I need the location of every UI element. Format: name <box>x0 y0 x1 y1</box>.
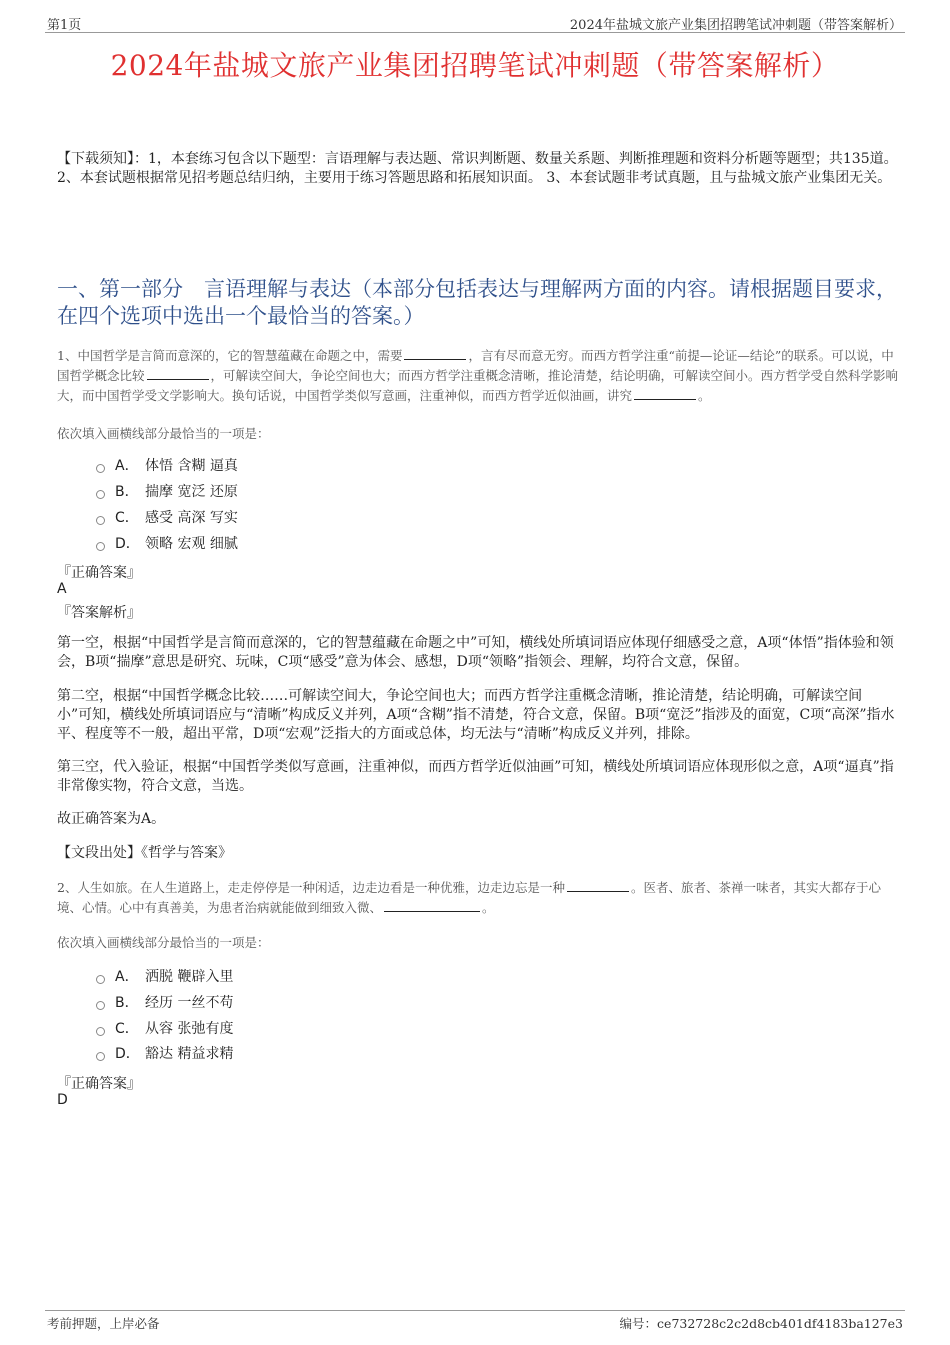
q1-analysis-paragraph: 第一空，根据“中国哲学是言简而意深的，它的智慧蕴藏在命题之中”可知，横线处所填词语应体现仔细感受之意，A项“体悟”指体验和领会，B项“揣摩”意思是研究、玩味，C项“感受”意为体会、感想，D项“领略”指领会、理解，均符合文意，保留。 <box>57 635 894 670</box>
blank-1 <box>404 347 466 360</box>
q1-option-b[interactable]: B． 揣摩 宽泛 还原 <box>96 481 238 501</box>
radio-icon[interactable] <box>96 1027 105 1036</box>
section-title: 一、第一部分 言语理解与表达（本部分包括表达与理解两方面的内容。请根据题目要求，在四个选项中选出一个最恰当的答案。） <box>57 277 897 328</box>
footer-divider <box>45 1310 905 1311</box>
blank-2 <box>384 899 480 912</box>
q2-option-b[interactable]: B． 经历 一丝不苟 <box>96 992 233 1012</box>
q2-option-a[interactable]: A． 洒脱 鞭辟入里 <box>96 966 233 986</box>
radio-icon[interactable] <box>96 464 105 473</box>
q1-answer: A <box>57 581 67 597</box>
q2-option-d[interactable]: D． 豁达 精益求精 <box>96 1043 233 1063</box>
q1-analysis-paragraph: 第二空，根据“中国哲学概念比较……可解读空间大，争论空间也大；而西方哲学注重概念清晰，推论清楚，结论明确，可解读空间小”可知，横线处所填词语应与“清晰”构成反义并列，A项“含糊”指不清楚，符合文意，保留。B项“宽泛”指涉及的面宽，C项“高深”指水平、程度等不一般，超出平常，D项“宏观”泛指大的方面或总体，均无法与“清晰”构成反义并列，排除。 <box>57 688 895 742</box>
q1-source: 【文段出处】《哲学与答案》 <box>57 845 232 861</box>
radio-icon[interactable] <box>96 516 105 525</box>
blank-3 <box>634 387 696 400</box>
radio-icon[interactable] <box>96 542 105 551</box>
header-doc-title: 2024年盐城文旅产业集团招聘笔试冲刺题（带答案解析） <box>569 18 902 33</box>
q1-option-a[interactable]: A． 体悟 含糊 逼真 <box>96 455 238 475</box>
q2-answer-label: 『正确答案』 <box>57 1076 141 1092</box>
q1-analysis-conclusion: 故正确答案为A。 <box>57 811 166 827</box>
footer-slogan: 考前押题，上岸必备 <box>47 1316 160 1331</box>
radio-icon[interactable] <box>96 490 105 499</box>
q1-analysis-label: 『答案解析』 <box>57 605 141 621</box>
question-1-prompt: 依次填入画横线部分最恰当的一项是： <box>57 426 270 441</box>
q2-answer: D <box>57 1092 68 1108</box>
q2-option-c[interactable]: C． 从容 张弛有度 <box>96 1018 233 1038</box>
radio-icon[interactable] <box>96 975 105 984</box>
radio-icon[interactable] <box>96 1052 105 1061</box>
page-number: 第1页 <box>47 18 82 33</box>
page-title: 2024年盐城文旅产业集团招聘笔试冲刺题（带答案解析） <box>110 49 840 82</box>
question-2-prompt: 依次填入画横线部分最恰当的一项是： <box>57 935 270 950</box>
blank-2 <box>147 367 209 380</box>
q1-analysis-paragraph: 第三空，代入验证，根据“中国哲学类似写意画，注重神似，而西方哲学近似油画”可知，横线处所填词语应体现形似之意，A项“逼真”指非常像实物，符合文意，当选。 <box>57 759 894 794</box>
q1-option-c[interactable]: C． 感受 高深 写实 <box>96 507 238 527</box>
q1-option-d[interactable]: D． 领略 宏观 细腻 <box>96 533 238 553</box>
q1-answer-label: 『正确答案』 <box>57 565 141 581</box>
footer-serial: 编号：ce732728c2c2d8cb401df4183ba127e3 <box>619 1316 903 1331</box>
question-1-text: 1、中国哲学是言简而意深的，它的智慧蕴藏在命题之中，需要 ，言有尽而意无穷。而西方哲学注重“前提—论证—结论”的联系。可以说，中国哲学概念比较 ，可解读空间大，争论空间也大；而西方哲学注重概念清晰，推论清楚，结论明确，可解读空间小。西方哲学受自然科学影响大，而中国哲学受文学影响大。换句话说，中国哲学类似写意画，注重神似，而西方哲学近似油画，讲究 。 <box>57 348 899 403</box>
download-notice: 【下载须知】：1，本套练习包含以下题型：言语理解与表达题、常识判断题、数量关系题、判断推理题和资料分析题等题型；共135道。 2、本套试题根据常见招考题总结归纳，主要用于练习答题思路和拓展知识面。 3、本套试题非考试真题，且与盐城文旅产业集团无关。 <box>57 151 898 186</box>
blank-1 <box>567 879 629 892</box>
question-2-text: 2、人生如旅。在人生道路上，走走停停是一种闲适，边走边看是一种优雅，边走边忘是一种 。医者、旅者、茶禅一味者，其实大都存于心境、心情。心中有真善美，为患者治病就能做到细致入微、 。 <box>57 880 881 915</box>
radio-icon[interactable] <box>96 1001 105 1010</box>
header-divider <box>45 32 905 33</box>
